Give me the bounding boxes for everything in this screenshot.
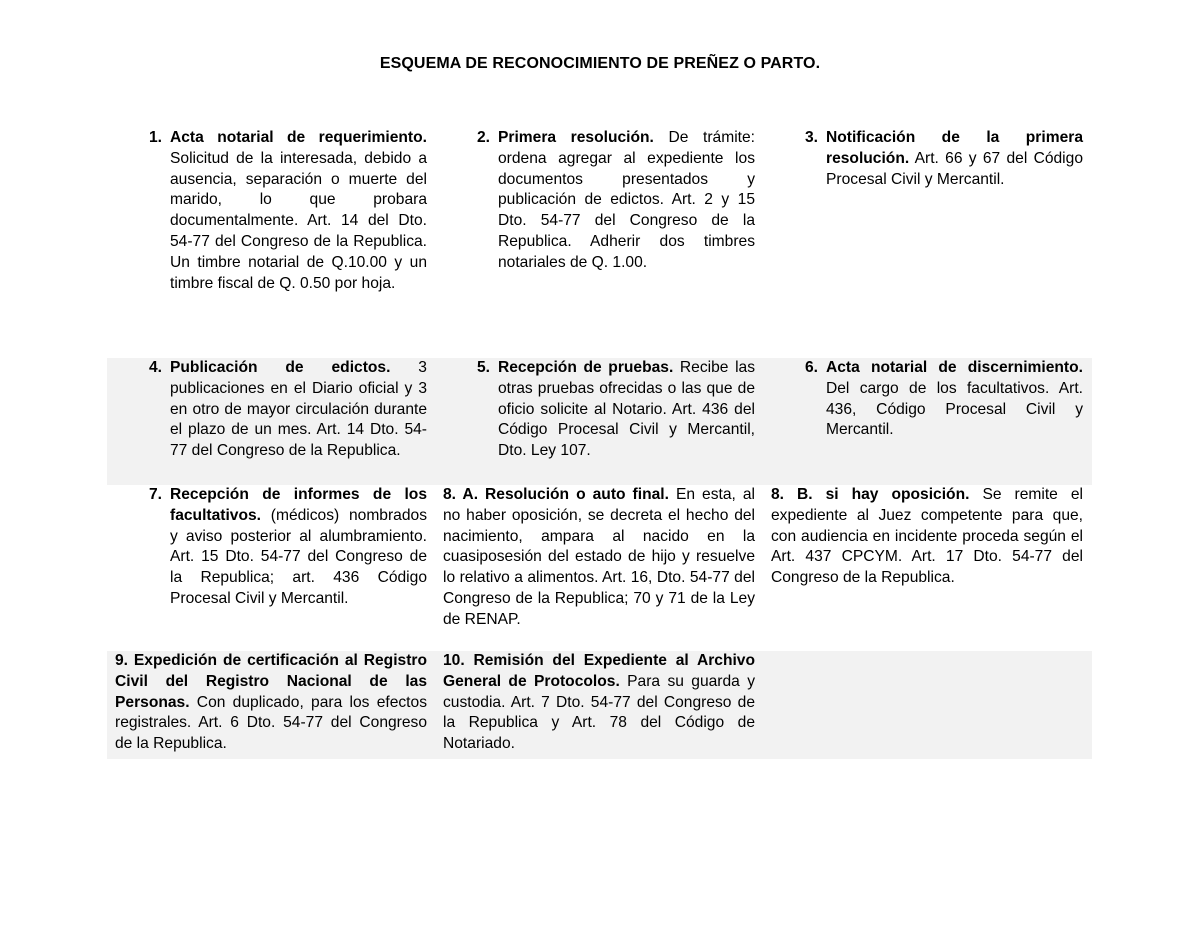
table-row (107, 358, 1092, 485)
step-heading: Publicación de edictos. (170, 359, 391, 376)
step-text: (médicos) nombrados y aviso posterior al alumbramiento. Art. 15 Dto. 54-77 del Congreso de la Republica; art. 436 Código Procesal Civil y Mercantil. (170, 506, 427, 607)
table-row (107, 651, 1092, 759)
step-6 (763, 358, 1091, 485)
step-4 (107, 358, 435, 485)
step-heading: Notificación de la primera resolución. (826, 129, 1083, 167)
step-heading: Acta notarial de requerimiento. (170, 129, 427, 146)
step-number: 6. (804, 359, 818, 376)
step-body (498, 358, 755, 485)
step-text: Art. 66 y 67 del Código Procesal Civil y Mercantil. (826, 149, 1083, 188)
step-body (826, 128, 1083, 358)
step-text: Para su guarda y custodia. Art. 7 Dto. 54-77 del Congreso de la Republica y Art. 78 del Código de Notariado. (443, 672, 755, 753)
empty-cell (763, 651, 1091, 759)
table-row (107, 485, 1092, 651)
step-8b (763, 485, 1091, 651)
step-7 (107, 485, 435, 651)
step-heading: 10. Remisión del Expediente al Archivo General de Protocolos. (443, 652, 755, 690)
step-number: 2. (476, 129, 490, 146)
step-body (826, 358, 1083, 485)
step-heading: Primera resolución. (498, 129, 654, 146)
document-title: ESQUEMA DE RECONOCIMIENTO DE PREÑEZ O PARTO. (379, 55, 821, 72)
step-body (170, 485, 427, 651)
steps-table (107, 128, 1092, 759)
step-text: Del cargo de los facultativos. Art. 436, Código Procesal Civil y Mercantil. (826, 379, 1083, 439)
step-body (170, 128, 427, 358)
step-text: En esta, al no haber oposición, se decreta el hecho del nacimiento, ampara al nacido en la cuasiposesión del estado de hijo y resuelve lo relativo a alimentos. Art. 16, Dto. 54-77 del Congreso de la Republica; 70 y 71 de la Ley de RENAP. (443, 486, 756, 628)
step-8a (435, 485, 763, 651)
step-text: Solicitud de la interesada, debido a ausencia, separación o muerte del marido, lo que probara documentalmente. Art. 14 del Dto. 54-77 del Congreso de la Republica. Un timbre notarial de Q.10.00 y un timbre fiscal de Q. 0.50 por hoja. (170, 149, 427, 292)
step-number: 5. (476, 359, 490, 376)
step-heading: Recepción de pruebas. (498, 359, 674, 376)
step-heading: 9. Expedición de certificación al Registro Civil del Registro Nacional de las Personas. (115, 652, 427, 711)
step-text: Recibe las otras pruebas ofrecidas o las que de oficio solicite al Notario. Art. 436 del Código Procesal Civil y Mercantil, Dto. Ley 107. (498, 359, 756, 460)
step-number: 4. (148, 359, 162, 376)
step-number: 7. (148, 486, 162, 503)
step-number: 3. (804, 129, 818, 146)
step-body (498, 128, 755, 358)
step-3 (763, 128, 1091, 358)
step-text: 3 publicaciones en el Diario oficial y 3 en otro de mayor circulación durante el plazo de un mes. Art. 14 Dto. 54-77 del Congreso de la Republica. (170, 359, 427, 460)
step-number: 1. (148, 129, 162, 146)
step-body (170, 358, 427, 485)
step-text: De trámite: ordena agregar al expediente los documentos presentados y publicación de edictos. Art. 2 y 15 Dto. 54-77 del Congreso de la Republica. Adherir dos timbres notariales de Q. 1.00. (498, 129, 755, 271)
step-heading: Acta notarial de discernimiento. (826, 359, 1083, 376)
table-row (107, 128, 1092, 358)
step-heading: 8. B. si hay oposición. (771, 486, 970, 503)
step-heading: Recepción de informes de los facultativos. (170, 486, 427, 524)
step-10 (435, 651, 763, 759)
step-9 (107, 651, 435, 759)
step-1 (107, 128, 435, 358)
step-heading: 8. A. Resolución o auto final. (443, 486, 669, 503)
step-text: Con duplicado, para los efectos registrales. Art. 6 Dto. 54-77 del Congreso de la Republica. (115, 693, 427, 753)
step-text: Se remite el expediente al Juez competente para que, con audiencia en incidente proceda según el Art. 437 CPCYM. Art. 17 Dto. 54-77 del Congreso de la Republica. (771, 486, 1083, 587)
step-2 (435, 128, 763, 358)
step-5 (435, 358, 763, 485)
